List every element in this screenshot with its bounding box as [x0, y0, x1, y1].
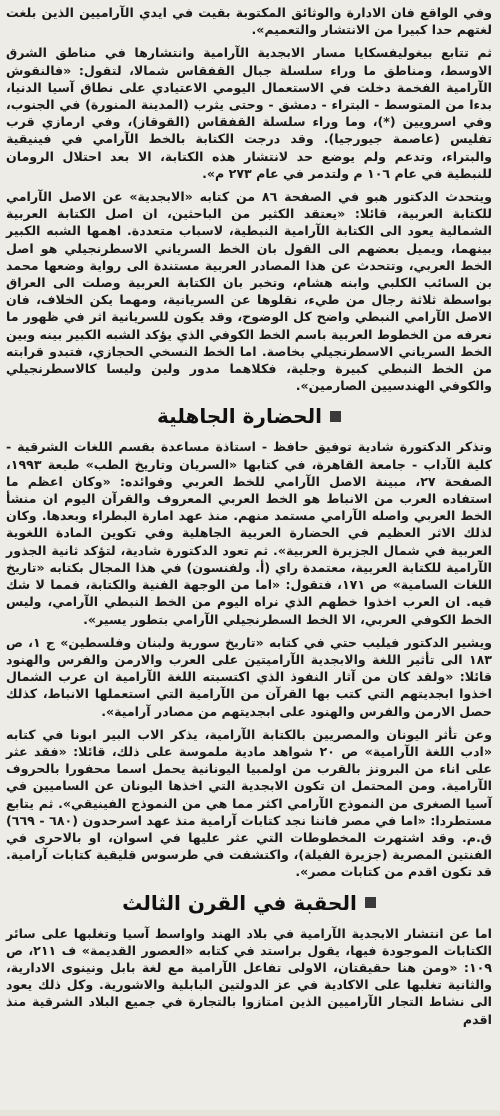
section-heading-title: الحضارة الجاهلية [157, 404, 322, 429]
paragraph: اما عن انتشار الابجدية الآرامية في بلاد الهند واواسط آسيا وتغلبها على سائر الكتابات الموجودة فيها، يقول براستد في كتابه «العصور القديمة» ف ٢١١، ص ١٠٩: «ومن هنا حقيقتان، الاولى تفاعل الآرامية مع لغة بابل ونينوى الادارية، والثانية تغلبها على الاكادية في عز الدولتين البابلية والاشورية. وكل ذلك يعود الى نشاط التجار الآراميين الذين امتازوا بالتجارة في جميع البلاد الشرقية منذ اقدم [6, 925, 492, 1027]
paragraph: وعن تأثر اليونان والمصريين بالكتابة الآرامية، يذكر الاب البير ابونا في كتابه «ادب اللغة الآرامية» ص ٢٠ شواهد مادية ملموسة على ذلك، قائلا: «فقد عثر على اناء من البرونز بالقرب من اولمبيا اليونانية يحمل اسما محفورا بالحروف الآرامية. ومن المحتمل ان تكون الابجدية التي اخذها اليونان عن الساميين في آسيا الصغرى من النموذج الآرامي اكثر مما هي من النموذج الفينيقي». ثم يتابع مستطردا: «اما في مصر فاننا نجد كتابات آرامية منذ عهد اسرحدون (٦٨٠ - ٦٦٩) ق.م. وقد اشتهرت المخطوطات التي عثر عليها في اسوان، او بالاحرى في الفنتين المصرية (جزيرة الفيلة)، واكتشفت في طرسوس قليقية كتابات آرامية. قد تكون اقدم من كتابات مصر». [6, 726, 492, 880]
section-heading [6, 891, 492, 915]
square-bullet-icon [365, 897, 376, 908]
square-bullet-icon [330, 411, 341, 422]
paragraph: ويشير الدكتور فيليب حتي في كتابه «تاريخ سورية ولبنان وفلسطين» ج ١، ص ١٨٣ الى تأثير اللغة والابجدية الآراميتين على العرب والارمن والفرس والهنود قائلا: «ولقد كان من آثار النفوذ الذي اكتسبته اللغة الآرامية ان عرب الشمال اخذوا ابجديتهم التي كتب بها القرآن من الآرامية التي استعملها الانباط، كذلك حصل الارمن والفرس والهنود على ابجديتهم من مصادر آرامية». [6, 634, 492, 719]
section-heading-title: الحقبة في القرن الثالث [122, 890, 357, 915]
section-heading [6, 404, 492, 428]
page-bottom-edge [0, 1110, 500, 1116]
paragraph: ويتحدث الدكتور هبو في الصفحة ٨٦ من كتابه «الابجدية» عن الاصل الآرامي للكتابة العربية، قائلا: «يعتقد الكثير من الباحثين، ان اصل الكتابة العربية الشمالية يعود الى الكتابة الآرامية النبطية، لاسباب متعددة. اهمها الشبه الكبير بينهما، ويميل بعضهم الى القول بان الخط السرياني الاسطرنجيلي هو اصل الخط العربي، وتتحدث عن هذا المصادر العربية مستندة الى رواية وضعها محمد بن السائب الكلبي وابنه هشام، وتخبر بان الكتابة العربية وصلت الى العراق بواسطة ثلاثة رجال من طيء، نقلوها عن السريانية، ومهما يكن الخلاف، فان الاصل الآرامي النبطي واضح كل الوضوح، وقد يكون للسريانية اثر في ظهور ما نعرفه من الخطوط العربية باسم الخط الكوفي الذي يؤكد الشبه الكبير بينه وبين الخط السرياني الاسطرنجيلي بخاصة. اما الخط النسخي الحجازي، فتبدو قرابته من الخط النبطي كبيرة وجلية، فكلاهما مدور ولين وليسا كالاسطرنجيلي والكوفي الهندسيين الصارمين». [6, 189, 492, 394]
paragraph: وتذكر الدكتورة شادية توفيق حافظ - استاذة مساعدة بقسم اللغات الشرقية - كلية الآداب - جامعة القاهرة، في كتابها «السريان وتاريخ الطب» طبعة ١٩٩٣، الصفحة ٢٧، مبينة الاصل الآرامي للخط العربي وفوائده: «وكان اعظم ما استفاده العرب من الانباط هو الخط العربي المعروف والقرآن اليوم ان منشأ الخط العربي واصله الآرامي مستمد منهم. منذ عهد امارة البطراء وبعدها. وكان لذلك الاثر العظيم في الحضارة العربية الجاهلية وفي تكوين المادة اللغوية العربية في شمال الجزيرة العربية». ثم تعود الدكتورة شادية، لتؤكد ثانية الجذور الآرامية للكتابة العربية، معتمدة راي (أ. ولفنسون) في هذا المجال بكتابه «تاريخ اللغات السامية» ص ١٧١، فتقول: «اما من الوجهة الفنية والكتابة، فمما لا شك فيه. ان العرب اخذوا خطهم الذي نراه اليوم من الخط النبطي الآرامي، وليس الخط الكوفي العربي، الا الخط السطرنجيلي الآرامي بتطور يسير». [6, 439, 493, 627]
paragraph: ثم تتابع بيغوليفسكايا مسار الابجدية الآرامية وانتشارها في مناطق الشرق الاوسط، ومناطق ما وراء سلسلة جبال القفقاس شمالا، لتقول: «فالنقوش الآرامية الفخمة دخلت في الاستعمال اليومي الاعتيادي على نطاق آسيا الدنيا، بدءا من المتوسط - البتراء - دمشق - وحتى يثرب (المدينة المنورة) في الجنوب، وفي اسرويين (*)، وما وراء سلسلة القفقاس (القوقاز)، وفي ارمازي قرب تفليس (عاصمة جيورجيا). وقد درجت الكتابة بالخط الآرامي في فينيقية والبتراء، وتدعم ولم يوضع حد لانتشار هذه الكتابة، الا بعد احتلال الرومان للنبطية في عام ١٠٦ م ولتدمر في عام ٢٧٣ م». [6, 45, 492, 181]
paragraph: وفي الواقع فان الادارة والوثائق المكتوبة بقيت في ايدي الآراميين الذين بلغت لغتهم حدا كبيرا من الانتشار والتعميم». [6, 5, 492, 38]
